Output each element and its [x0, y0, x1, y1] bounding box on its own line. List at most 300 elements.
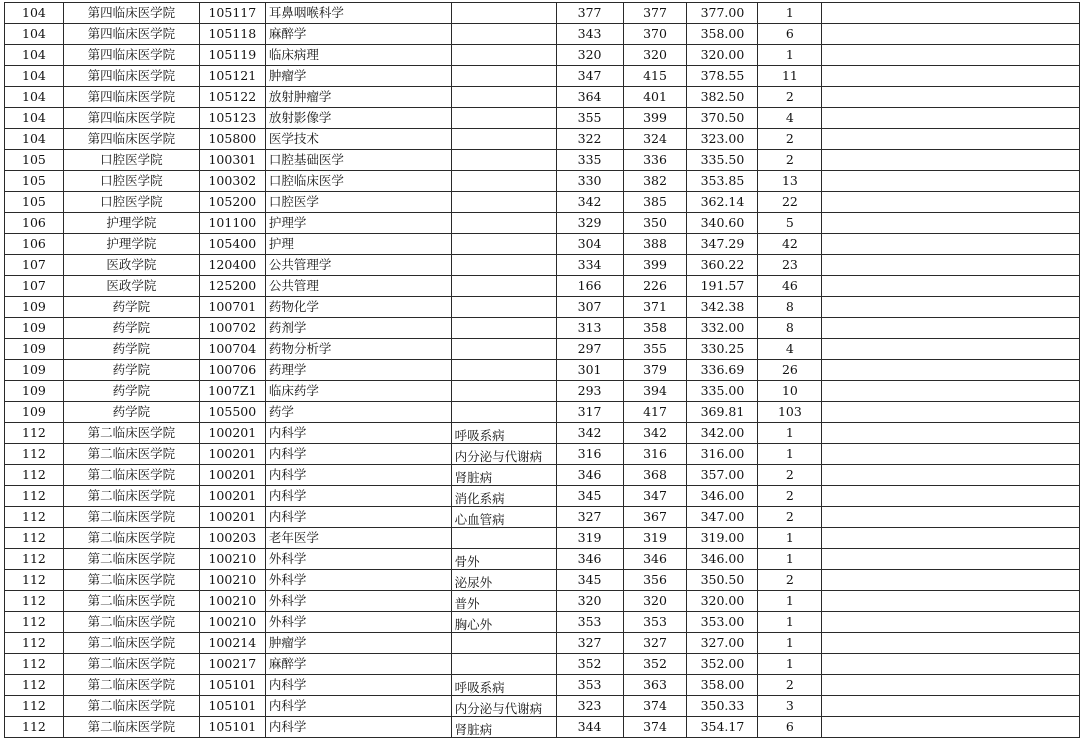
avg-score-cell: 350.33: [687, 696, 758, 717]
research-direction-cell: [451, 360, 556, 381]
dept-code-cell: 112: [5, 549, 64, 570]
research-direction-cell: 心血管病: [451, 507, 556, 528]
major-name-cell: 内科学: [265, 675, 451, 696]
table-row: [5, 297, 1080, 318]
min-score-cell: 329: [556, 213, 623, 234]
major-code-cell: 105500: [199, 402, 265, 423]
major-code-cell: 100210: [199, 549, 265, 570]
dept-code-cell: 112: [5, 570, 64, 591]
extra-cell: [822, 717, 1080, 738]
major-name-cell: 护理: [265, 234, 451, 255]
table-row: [5, 339, 1080, 360]
table-row: [5, 696, 1080, 717]
admitted-count-cell: 46: [758, 276, 822, 297]
research-direction-cell: [451, 108, 556, 129]
avg-score-cell: 362.14: [687, 192, 758, 213]
dept-code-cell: 104: [5, 24, 64, 45]
major-name-cell: 临床药学: [265, 381, 451, 402]
extra-cell: [822, 549, 1080, 570]
extra-cell: [822, 633, 1080, 654]
college-name-cell: 第四临床医学院: [63, 45, 199, 66]
table-row: [5, 570, 1080, 591]
min-score-cell: 322: [556, 129, 623, 150]
college-name-cell: 药学院: [63, 318, 199, 339]
major-code-cell: 105123: [199, 108, 265, 129]
admitted-count-cell: 1: [758, 528, 822, 549]
max-score-cell: 399: [623, 108, 687, 129]
major-name-cell: 药学: [265, 402, 451, 423]
extra-cell: [822, 66, 1080, 87]
dept-code-cell: 109: [5, 381, 64, 402]
min-score-cell: 353: [556, 612, 623, 633]
table-row: [5, 108, 1080, 129]
table-row: [5, 171, 1080, 192]
college-name-cell: 口腔医学院: [63, 192, 199, 213]
max-score-cell: 370: [623, 24, 687, 45]
major-name-cell: 公共管理: [265, 276, 451, 297]
research-direction-cell: [451, 129, 556, 150]
table-row: [5, 633, 1080, 654]
college-name-cell: 第四临床医学院: [63, 24, 199, 45]
dept-code-cell: 104: [5, 87, 64, 108]
major-code-cell: 100217: [199, 654, 265, 675]
dept-code-cell: 104: [5, 129, 64, 150]
max-score-cell: 226: [623, 276, 687, 297]
college-name-cell: 第二临床医学院: [63, 507, 199, 528]
research-direction-cell: [451, 213, 556, 234]
college-name-cell: 第二临床医学院: [63, 717, 199, 738]
avg-score-cell: 332.00: [687, 318, 758, 339]
max-score-cell: 368: [623, 465, 687, 486]
min-score-cell: 293: [556, 381, 623, 402]
max-score-cell: 350: [623, 213, 687, 234]
max-score-cell: 342: [623, 423, 687, 444]
table-row: [5, 591, 1080, 612]
dept-code-cell: 104: [5, 3, 64, 24]
extra-cell: [822, 528, 1080, 549]
table-row: [5, 381, 1080, 402]
major-name-cell: 麻醉学: [265, 24, 451, 45]
min-score-cell: 345: [556, 570, 623, 591]
avg-score-cell: 340.60: [687, 213, 758, 234]
college-name-cell: 第二临床医学院: [63, 612, 199, 633]
max-score-cell: 415: [623, 66, 687, 87]
extra-cell: [822, 234, 1080, 255]
table-row: [5, 717, 1080, 738]
min-score-cell: 377: [556, 3, 623, 24]
table-row: [5, 318, 1080, 339]
admitted-count-cell: 3: [758, 696, 822, 717]
extra-cell: [822, 486, 1080, 507]
avg-score-cell: 342.38: [687, 297, 758, 318]
admitted-count-cell: 1: [758, 633, 822, 654]
table-row: [5, 150, 1080, 171]
admitted-count-cell: 2: [758, 675, 822, 696]
admitted-count-cell: 4: [758, 108, 822, 129]
dept-code-cell: 104: [5, 45, 64, 66]
table-row: [5, 654, 1080, 675]
avg-score-cell: 354.17: [687, 717, 758, 738]
table-row: [5, 507, 1080, 528]
research-direction-cell: [451, 3, 556, 24]
major-name-cell: 内科学: [265, 465, 451, 486]
major-code-cell: 101100: [199, 213, 265, 234]
admitted-count-cell: 22: [758, 192, 822, 213]
dept-code-cell: 109: [5, 360, 64, 381]
admitted-count-cell: 2: [758, 570, 822, 591]
research-direction-cell: [451, 171, 556, 192]
dept-code-cell: 104: [5, 108, 64, 129]
table-row: [5, 66, 1080, 87]
admitted-count-cell: 6: [758, 717, 822, 738]
table-row: [5, 402, 1080, 423]
dept-code-cell: 112: [5, 444, 64, 465]
avg-score-cell: 357.00: [687, 465, 758, 486]
major-code-cell: 105117: [199, 3, 265, 24]
min-score-cell: 346: [556, 549, 623, 570]
dept-code-cell: 112: [5, 675, 64, 696]
admitted-count-cell: 103: [758, 402, 822, 423]
major-name-cell: 药理学: [265, 360, 451, 381]
major-name-cell: 口腔临床医学: [265, 171, 451, 192]
admitted-count-cell: 26: [758, 360, 822, 381]
major-name-cell: 耳鼻咽喉科学: [265, 3, 451, 24]
table-row: [5, 234, 1080, 255]
extra-cell: [822, 150, 1080, 171]
research-direction-cell: [451, 402, 556, 423]
min-score-cell: 307: [556, 297, 623, 318]
admitted-count-cell: 11: [758, 66, 822, 87]
dept-code-cell: 106: [5, 234, 64, 255]
admitted-count-cell: 5: [758, 213, 822, 234]
extra-cell: [822, 192, 1080, 213]
major-code-cell: 100201: [199, 465, 265, 486]
major-code-cell: 1007Z1: [199, 381, 265, 402]
avg-score-cell: 342.00: [687, 423, 758, 444]
research-direction-cell: [451, 192, 556, 213]
avg-score-cell: 360.22: [687, 255, 758, 276]
max-score-cell: 316: [623, 444, 687, 465]
admitted-count-cell: 1: [758, 612, 822, 633]
major-code-cell: 125200: [199, 276, 265, 297]
avg-score-cell: 369.81: [687, 402, 758, 423]
dept-code-cell: 112: [5, 654, 64, 675]
max-score-cell: 394: [623, 381, 687, 402]
avg-score-cell: 330.25: [687, 339, 758, 360]
research-direction-cell: 呼吸系病: [451, 423, 556, 444]
avg-score-cell: 377.00: [687, 3, 758, 24]
research-direction-cell: [451, 276, 556, 297]
table-row: [5, 360, 1080, 381]
table-body: [5, 3, 1080, 738]
min-score-cell: 304: [556, 234, 623, 255]
dept-code-cell: 109: [5, 402, 64, 423]
college-name-cell: 护理学院: [63, 213, 199, 234]
min-score-cell: 323: [556, 696, 623, 717]
college-name-cell: 医政学院: [63, 255, 199, 276]
extra-cell: [822, 612, 1080, 633]
avg-score-cell: 319.00: [687, 528, 758, 549]
college-name-cell: 第二临床医学院: [63, 591, 199, 612]
admitted-count-cell: 1: [758, 654, 822, 675]
min-score-cell: 319: [556, 528, 623, 549]
dept-code-cell: 112: [5, 717, 64, 738]
major-name-cell: 护理学: [265, 213, 451, 234]
avg-score-cell: 316.00: [687, 444, 758, 465]
research-direction-cell: [451, 381, 556, 402]
avg-score-cell: 353.85: [687, 171, 758, 192]
college-name-cell: 第二临床医学院: [63, 633, 199, 654]
min-score-cell: 335: [556, 150, 623, 171]
college-name-cell: 第四临床医学院: [63, 129, 199, 150]
extra-cell: [822, 24, 1080, 45]
table-row: [5, 486, 1080, 507]
max-score-cell: 385: [623, 192, 687, 213]
major-name-cell: 内科学: [265, 444, 451, 465]
avg-score-cell: 370.50: [687, 108, 758, 129]
dept-code-cell: 105: [5, 150, 64, 171]
table-row: [5, 255, 1080, 276]
max-score-cell: 363: [623, 675, 687, 696]
college-name-cell: 药学院: [63, 381, 199, 402]
min-score-cell: 320: [556, 45, 623, 66]
max-score-cell: 320: [623, 591, 687, 612]
dept-code-cell: 109: [5, 318, 64, 339]
dept-code-cell: 112: [5, 633, 64, 654]
min-score-cell: 345: [556, 486, 623, 507]
admission-score-table: [4, 2, 1080, 738]
research-direction-cell: 呼吸系病: [451, 675, 556, 696]
research-direction-cell: [451, 654, 556, 675]
admitted-count-cell: 23: [758, 255, 822, 276]
min-score-cell: 352: [556, 654, 623, 675]
major-code-cell: 105119: [199, 45, 265, 66]
extra-cell: [822, 276, 1080, 297]
college-name-cell: 护理学院: [63, 234, 199, 255]
dept-code-cell: 106: [5, 213, 64, 234]
major-name-cell: 外科学: [265, 570, 451, 591]
college-name-cell: 第二临床医学院: [63, 486, 199, 507]
max-score-cell: 336: [623, 150, 687, 171]
avg-score-cell: 350.50: [687, 570, 758, 591]
extra-cell: [822, 465, 1080, 486]
avg-score-cell: 353.00: [687, 612, 758, 633]
major-code-cell: 100702: [199, 318, 265, 339]
major-name-cell: 口腔医学: [265, 192, 451, 213]
max-score-cell: 382: [623, 171, 687, 192]
dept-code-cell: 112: [5, 528, 64, 549]
college-name-cell: 药学院: [63, 402, 199, 423]
major-name-cell: 内科学: [265, 486, 451, 507]
major-code-cell: 100214: [199, 633, 265, 654]
dept-code-cell: 112: [5, 612, 64, 633]
dept-code-cell: 112: [5, 696, 64, 717]
max-score-cell: 401: [623, 87, 687, 108]
research-direction-cell: [451, 66, 556, 87]
admitted-count-cell: 2: [758, 129, 822, 150]
min-score-cell: 343: [556, 24, 623, 45]
extra-cell: [822, 129, 1080, 150]
research-direction-cell: [451, 528, 556, 549]
table-row: [5, 192, 1080, 213]
major-code-cell: 105121: [199, 66, 265, 87]
major-code-cell: 105200: [199, 192, 265, 213]
major-name-cell: 放射影像学: [265, 108, 451, 129]
max-score-cell: 324: [623, 129, 687, 150]
college-name-cell: 第二临床医学院: [63, 570, 199, 591]
avg-score-cell: 320.00: [687, 45, 758, 66]
research-direction-cell: [451, 318, 556, 339]
max-score-cell: 355: [623, 339, 687, 360]
table-row: [5, 276, 1080, 297]
college-name-cell: 第二临床医学院: [63, 696, 199, 717]
research-direction-cell: 肾脏病: [451, 465, 556, 486]
dept-code-cell: 109: [5, 339, 64, 360]
college-name-cell: 第四临床医学院: [63, 66, 199, 87]
major-code-cell: 100302: [199, 171, 265, 192]
max-score-cell: 347: [623, 486, 687, 507]
extra-cell: [822, 444, 1080, 465]
dept-code-cell: 105: [5, 192, 64, 213]
major-name-cell: 药剂学: [265, 318, 451, 339]
min-score-cell: 342: [556, 192, 623, 213]
major-name-cell: 药物分析学: [265, 339, 451, 360]
major-code-cell: 105101: [199, 696, 265, 717]
extra-cell: [822, 402, 1080, 423]
min-score-cell: 327: [556, 507, 623, 528]
major-name-cell: 外科学: [265, 612, 451, 633]
min-score-cell: 364: [556, 87, 623, 108]
research-direction-cell: [451, 633, 556, 654]
major-code-cell: 105122: [199, 87, 265, 108]
research-direction-cell: [451, 339, 556, 360]
avg-score-cell: 347.29: [687, 234, 758, 255]
major-name-cell: 外科学: [265, 549, 451, 570]
avg-score-cell: 335.00: [687, 381, 758, 402]
table-row: [5, 675, 1080, 696]
table-row: [5, 3, 1080, 24]
extra-cell: [822, 423, 1080, 444]
research-direction-cell: [451, 45, 556, 66]
research-direction-cell: 消化系病: [451, 486, 556, 507]
research-direction-cell: [451, 234, 556, 255]
research-direction-cell: [451, 24, 556, 45]
min-score-cell: 347: [556, 66, 623, 87]
max-score-cell: 353: [623, 612, 687, 633]
admitted-count-cell: 1: [758, 423, 822, 444]
major-code-cell: 100704: [199, 339, 265, 360]
college-name-cell: 第二临床医学院: [63, 444, 199, 465]
extra-cell: [822, 108, 1080, 129]
max-score-cell: 320: [623, 45, 687, 66]
research-direction-cell: 内分泌与代谢病: [451, 696, 556, 717]
dept-code-cell: 112: [5, 486, 64, 507]
dept-code-cell: 109: [5, 297, 64, 318]
extra-cell: [822, 696, 1080, 717]
dept-code-cell: 107: [5, 276, 64, 297]
min-score-cell: 342: [556, 423, 623, 444]
college-name-cell: 第二临床医学院: [63, 675, 199, 696]
admitted-count-cell: 2: [758, 507, 822, 528]
table-row: [5, 549, 1080, 570]
table-row: [5, 24, 1080, 45]
max-score-cell: 358: [623, 318, 687, 339]
extra-cell: [822, 3, 1080, 24]
major-code-cell: 100201: [199, 423, 265, 444]
min-score-cell: 353: [556, 675, 623, 696]
admitted-count-cell: 8: [758, 297, 822, 318]
major-name-cell: 内科学: [265, 696, 451, 717]
college-name-cell: 医政学院: [63, 276, 199, 297]
dept-code-cell: 107: [5, 255, 64, 276]
extra-cell: [822, 297, 1080, 318]
max-score-cell: 319: [623, 528, 687, 549]
min-score-cell: 313: [556, 318, 623, 339]
avg-score-cell: 327.00: [687, 633, 758, 654]
extra-cell: [822, 675, 1080, 696]
max-score-cell: 352: [623, 654, 687, 675]
admitted-count-cell: 4: [758, 339, 822, 360]
max-score-cell: 374: [623, 696, 687, 717]
college-name-cell: 口腔医学院: [63, 150, 199, 171]
min-score-cell: 317: [556, 402, 623, 423]
extra-cell: [822, 570, 1080, 591]
avg-score-cell: 347.00: [687, 507, 758, 528]
research-direction-cell: [451, 255, 556, 276]
major-code-cell: 100701: [199, 297, 265, 318]
avg-score-cell: 346.00: [687, 549, 758, 570]
extra-cell: [822, 171, 1080, 192]
admitted-count-cell: 2: [758, 150, 822, 171]
table-row: [5, 423, 1080, 444]
college-name-cell: 药学院: [63, 360, 199, 381]
admitted-count-cell: 1: [758, 444, 822, 465]
major-name-cell: 麻醉学: [265, 654, 451, 675]
admitted-count-cell: 1: [758, 549, 822, 570]
admitted-count-cell: 13: [758, 171, 822, 192]
min-score-cell: 320: [556, 591, 623, 612]
avg-score-cell: 358.00: [687, 675, 758, 696]
extra-cell: [822, 339, 1080, 360]
extra-cell: [822, 45, 1080, 66]
college-name-cell: 药学院: [63, 339, 199, 360]
major-name-cell: 医学技术: [265, 129, 451, 150]
research-direction-cell: [451, 150, 556, 171]
major-code-cell: 100210: [199, 570, 265, 591]
max-score-cell: 417: [623, 402, 687, 423]
max-score-cell: 399: [623, 255, 687, 276]
avg-score-cell: 378.55: [687, 66, 758, 87]
major-code-cell: 105800: [199, 129, 265, 150]
admitted-count-cell: 10: [758, 381, 822, 402]
major-code-cell: 105118: [199, 24, 265, 45]
dept-code-cell: 105: [5, 171, 64, 192]
admitted-count-cell: 42: [758, 234, 822, 255]
college-name-cell: 第二临床医学院: [63, 528, 199, 549]
major-code-cell: 100203: [199, 528, 265, 549]
college-name-cell: 第二临床医学院: [63, 465, 199, 486]
major-code-cell: 100201: [199, 507, 265, 528]
dept-code-cell: 112: [5, 423, 64, 444]
extra-cell: [822, 87, 1080, 108]
avg-score-cell: 382.50: [687, 87, 758, 108]
major-code-cell: 105101: [199, 717, 265, 738]
admitted-count-cell: 6: [758, 24, 822, 45]
table-row: [5, 87, 1080, 108]
table-row: [5, 612, 1080, 633]
college-name-cell: 第二临床医学院: [63, 549, 199, 570]
table-row: [5, 213, 1080, 234]
